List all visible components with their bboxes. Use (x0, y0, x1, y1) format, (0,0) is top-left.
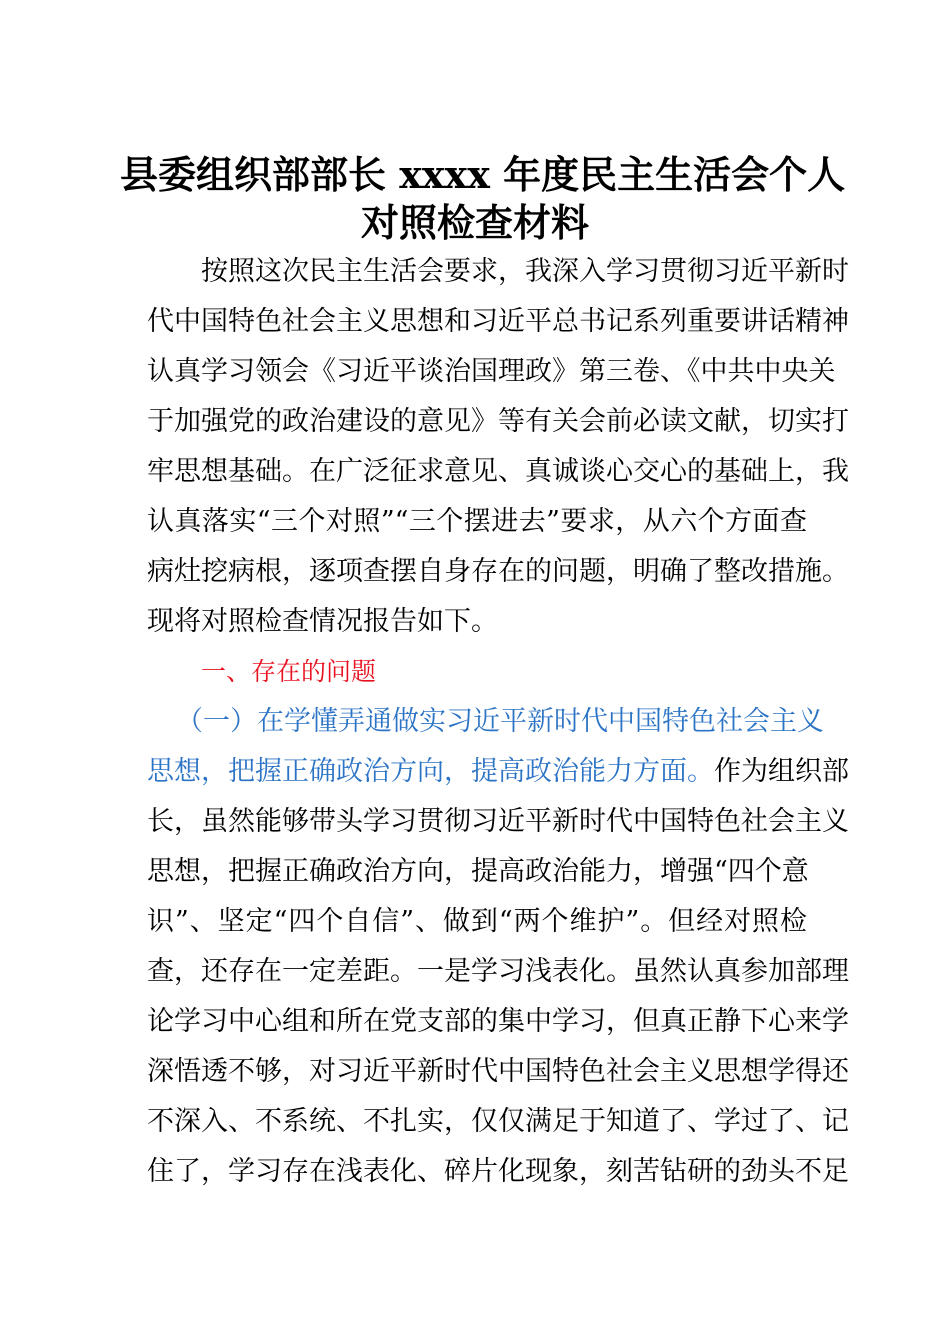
body-line: 深悟透不够，对习近平新时代中国特色社会主义思想学得还 (147, 1056, 849, 1087)
intro-line: 病灶挖病根，逐项查摆自身存在的问题，明确了整改措施。 (147, 556, 849, 587)
document-title-line-1: 县委组织部部长 xxxx 年度民主生活会个人 (120, 152, 846, 197)
intro-line: 按照这次民主生活会要求，我深入学习贯彻习近平新时 (201, 256, 849, 287)
body-text-start: 作为组织部 (714, 756, 849, 787)
body-line: 论学习中心组和所在党支部的集中学习，但真正静下心来学 (147, 1006, 849, 1037)
body-line: 查，还存在一定差距。一是学习浅表化。虽然认真参加部理 (147, 956, 849, 987)
body-line: 长，虽然能够带头学习贯彻习近平新时代中国特色社会主义 (147, 806, 849, 837)
intro-line: 现将对照检查情况报告如下。 (147, 606, 498, 637)
intro-line: 牢思想基础。在广泛征求意见、真诚谈心交心的基础上，我 (147, 456, 849, 487)
intro-line: 于加强党的政治建设的意见》等有关会前必读文献，切实打 (147, 406, 849, 437)
body-line: 识”、坚定“四个自信”、做到“两个维护”。但经对照检 (147, 906, 807, 937)
section-heading: 一、存在的问题 (201, 657, 377, 686)
intro-line: 认真落实“三个对照”“三个摆进去”要求，从六个方面查 (147, 506, 807, 537)
subsection-heading-tail: 思想，把握正确政治方向，提高政治能力方面。 (147, 756, 714, 787)
intro-line: 代中国特色社会主义思想和习近平总书记系列重要讲话精神 (147, 306, 849, 337)
body-line: 思想，把握正确政治方向，提高政治能力，增强“四个意 (147, 856, 809, 887)
body-line: 不深入、不系统、不扎实，仅仅满足于知道了、学过了、记 (147, 1106, 849, 1137)
body-line: 住了，学习存在浅表化、碎片化现象，刻苦钻研的劲头不足 (147, 1156, 849, 1187)
subsection-heading-continued (147, 752, 849, 792)
document-title-line-2: 对照检查材料 (360, 200, 589, 245)
subsection-heading: （一）在学懂弄通做实习近平新时代中国特色社会主义 (176, 706, 824, 737)
intro-line: 认真学习领会《习近平谈治国理政》第三卷、《中共中央关 (147, 356, 836, 387)
